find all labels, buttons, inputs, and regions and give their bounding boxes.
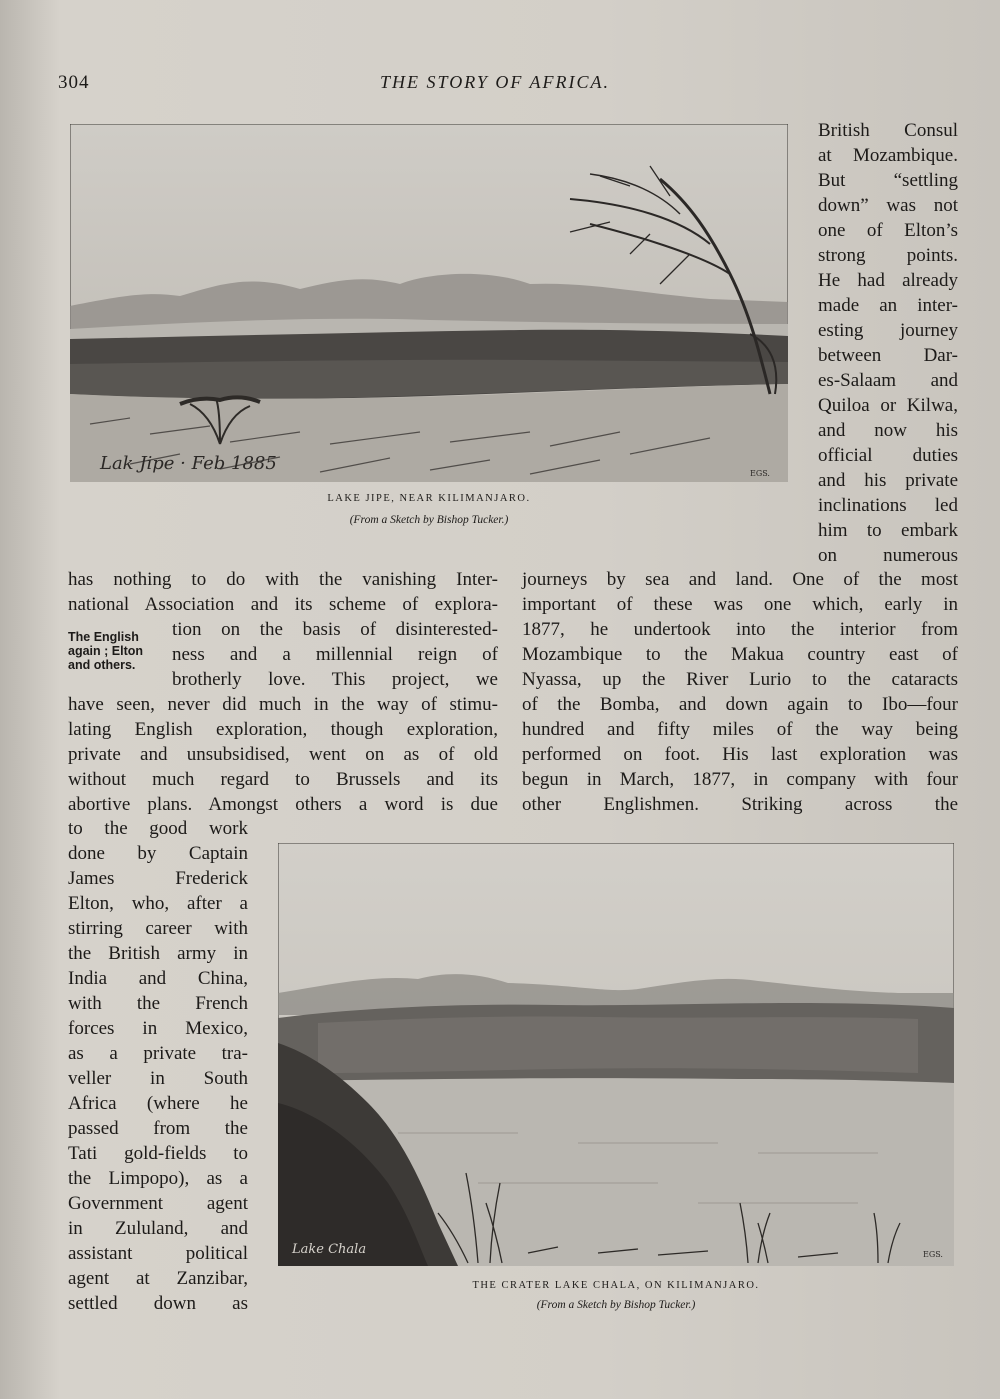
text-line: down” was not (818, 195, 958, 216)
illustration-lake-jipe (70, 124, 788, 482)
text-line: agent at Zanzibar, (68, 1268, 248, 1289)
text-line: settled down as (68, 1293, 248, 1314)
text-line: Quiloa or Kilwa, (818, 395, 958, 416)
text-line: important of these was one which, early in (522, 594, 958, 615)
text-line: journeys by sea and land. One of the most (522, 569, 958, 590)
text-line: Africa (where he (68, 1093, 248, 1114)
text-line: stirring career with (68, 918, 248, 939)
text-line: other Englishmen. Striking across the (522, 794, 958, 815)
figure-caption: THE CRATER LAKE CHALA, ON KILIMANJARO. (472, 1280, 760, 1291)
text-line: Nyassa, up the River Lurio to the cataracts (522, 669, 958, 690)
margin-note (68, 630, 168, 672)
text-line: made an inter- (818, 295, 958, 316)
text-line: performed on foot. His last exploration was (522, 744, 958, 765)
figure-credit: (From a Sketch by Bishop Tucker.) (536, 1299, 696, 1311)
text-line: assistant political (68, 1243, 248, 1264)
illustration-lake-chala (278, 843, 954, 1266)
text-line: national Association and its scheme of explora- (68, 594, 498, 615)
text-line: and his private (818, 470, 958, 491)
text-line: begun in March, 1877, in company with four (522, 769, 958, 790)
text-line: He had already (818, 270, 958, 291)
text-line: the British army in (68, 943, 248, 964)
text-line: him to embark (818, 520, 958, 541)
text-line: with the French (68, 993, 248, 1014)
text-line: official duties (818, 445, 958, 466)
text-line: tion on the basis of disinterested- (172, 619, 498, 640)
text-line: at Mozambique. (818, 145, 958, 166)
text-line: done by Captain (68, 843, 248, 864)
text-line: private and unsubsidised, went on as of old (68, 744, 498, 765)
text-line: one of Elton’s (818, 220, 958, 241)
sketch-inscription: Lak Jipe · Feb 1885 (100, 453, 277, 474)
text-line: forces in Mexico, (68, 1018, 248, 1039)
running-title: THE STORY OF AFRICA. (380, 72, 611, 92)
page-number: 304 (58, 72, 90, 93)
margin-note-line: The English (68, 630, 139, 644)
text-line: abortive plans. Amongst others a word is due (68, 794, 498, 815)
text-line: have seen, never did much in the way of stimu- (68, 694, 498, 715)
text-line: Tati gold-fields to (68, 1143, 248, 1164)
margin-note-line: again ; Elton (68, 644, 143, 658)
text-line: passed from the (68, 1118, 248, 1139)
text-line: lating English exploration, though exploration, (68, 719, 498, 740)
figure-caption: LAKE JIPE, NEAR KILIMANJARO. (327, 493, 531, 504)
text-line: of the Bomba, and down again to Ibo—four (522, 694, 958, 715)
text-line: Government agent (68, 1193, 248, 1214)
margin-note-line: and others. (68, 658, 136, 672)
text-line: Elton, who, after a (68, 893, 248, 914)
text-line: has nothing to do with the vanishing Inter- (68, 569, 498, 590)
text-line: and now his (818, 420, 958, 441)
text-line: British Consul (818, 120, 958, 141)
page-header (0, 70, 1000, 100)
text-line: on numerous (818, 545, 958, 566)
text-line: India and China, (68, 968, 248, 989)
text-line: inclinations led (818, 495, 958, 516)
text-line: ness and a millennial reign of (172, 644, 498, 665)
text-line: es-Salaam and (818, 370, 958, 391)
figure-credit: (From a Sketch by Bishop Tucker.) (349, 514, 509, 526)
text-line: between Dar- (818, 345, 958, 366)
text-line: esting journey (818, 320, 958, 341)
text-line: veller in South (68, 1068, 248, 1089)
text-line: James Frederick (68, 868, 248, 889)
text-line: in Zululand, and (68, 1218, 248, 1239)
text-line: as a private tra- (68, 1043, 248, 1064)
text-line: the Limpopo), as a (68, 1168, 248, 1189)
artist-signature: EGS. (923, 1250, 943, 1259)
text-line: brotherly love. This project, we (172, 669, 498, 690)
text-line: hundred and fifty miles of the way being (522, 719, 958, 740)
sketch-inscription: Lake Chala (292, 1242, 367, 1257)
text-line: 1877, he undertook into the interior from (522, 619, 958, 640)
text-line: strong points. (818, 245, 958, 266)
text-line: without much regard to Brussels and its (68, 769, 498, 790)
text-line: Mozambique to the Makua country east of (522, 644, 958, 665)
text-line: But “settling (818, 170, 958, 191)
artist-signature: EGS. (750, 469, 770, 478)
text-line: to the good work (68, 818, 248, 839)
